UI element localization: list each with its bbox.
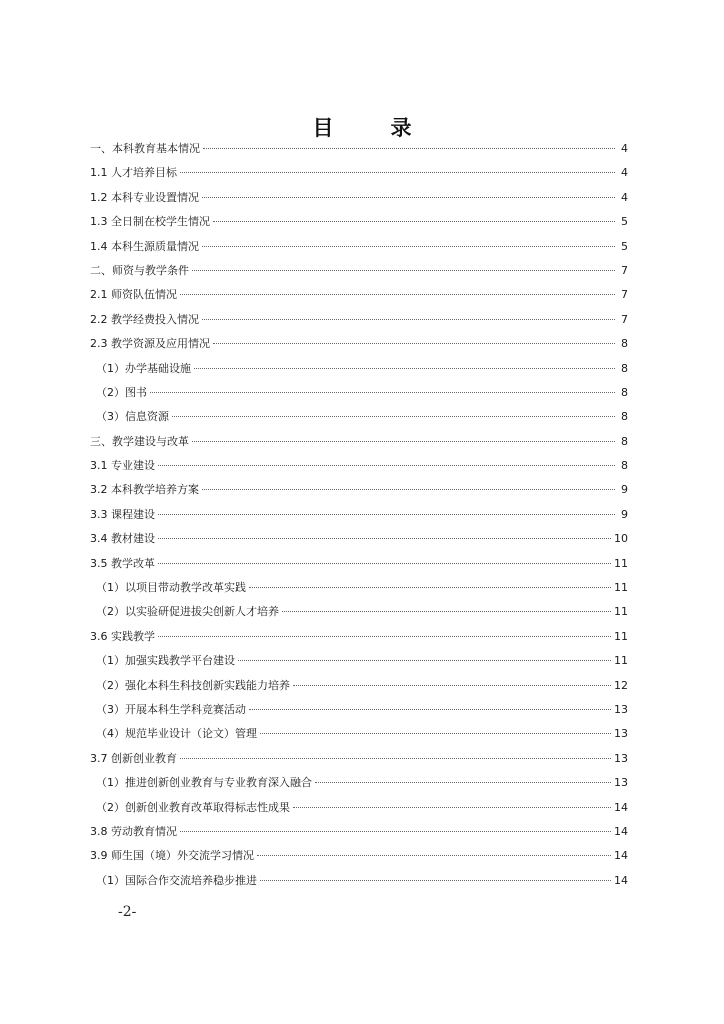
toc-leader-dots bbox=[180, 294, 615, 295]
toc-entry-page: 14 bbox=[614, 800, 628, 814]
toc-entry[interactable] bbox=[90, 332, 628, 356]
toc-entry-page: 9 bbox=[621, 483, 628, 497]
toc-entry-label: 1.3 全日制在校学生情况 bbox=[90, 215, 210, 229]
toc-leader-dots bbox=[180, 831, 611, 832]
toc-entry-page: 8 bbox=[621, 459, 628, 473]
toc-entry[interactable] bbox=[90, 796, 628, 820]
toc-entry-page: 4 bbox=[621, 190, 628, 204]
toc-entry-label: 3.9 师生国（境）外交流学习情况 bbox=[90, 849, 254, 863]
toc-entry[interactable] bbox=[90, 600, 628, 624]
toc-leader-dots bbox=[158, 465, 615, 466]
toc-entry[interactable] bbox=[90, 771, 628, 795]
table-of-contents bbox=[90, 137, 628, 893]
toc-leader-dots bbox=[213, 343, 615, 344]
toc-entry-page: 4 bbox=[621, 166, 628, 180]
toc-entry-label: 2.3 教学资源及应用情况 bbox=[90, 337, 210, 351]
toc-entry[interactable] bbox=[90, 161, 628, 185]
toc-entry[interactable] bbox=[90, 869, 628, 893]
toc-leader-dots bbox=[202, 489, 615, 490]
toc-entry-page: 5 bbox=[621, 239, 628, 253]
toc-leader-dots bbox=[293, 685, 611, 686]
toc-entry-page: 12 bbox=[614, 678, 628, 692]
toc-entry[interactable] bbox=[90, 186, 628, 210]
toc-entry[interactable] bbox=[90, 698, 628, 722]
toc-entry[interactable] bbox=[90, 405, 628, 429]
toc-leader-dots bbox=[315, 782, 611, 783]
toc-entry[interactable] bbox=[90, 259, 628, 283]
toc-entry-label: 三、教学建设与改革 bbox=[90, 434, 189, 448]
toc-entry-label: （3）信息资源 bbox=[96, 410, 169, 424]
toc-entry-label: （2）图书 bbox=[96, 385, 147, 399]
toc-entry-label: 1.1 人才培养目标 bbox=[90, 166, 177, 180]
toc-entry-page: 14 bbox=[614, 849, 628, 863]
toc-entry[interactable] bbox=[90, 625, 628, 649]
toc-entry[interactable] bbox=[90, 503, 628, 527]
toc-leader-dots bbox=[192, 441, 615, 442]
toc-leader-dots bbox=[158, 538, 611, 539]
toc-entry-page: 5 bbox=[621, 215, 628, 229]
toc-entry[interactable] bbox=[90, 137, 628, 161]
toc-entry-label: 3.4 教材建设 bbox=[90, 532, 155, 546]
toc-entry[interactable] bbox=[90, 283, 628, 307]
toc-entry-page: 14 bbox=[614, 824, 628, 838]
toc-leader-dots bbox=[150, 392, 615, 393]
toc-leader-dots bbox=[257, 855, 611, 856]
toc-entry-label: 1.4 本科生源质量情况 bbox=[90, 239, 199, 253]
toc-leader-dots bbox=[172, 416, 615, 417]
toc-leader-dots bbox=[180, 758, 611, 759]
toc-entry-page: 13 bbox=[614, 727, 628, 741]
toc-entry[interactable] bbox=[90, 674, 628, 698]
toc-entry[interactable] bbox=[90, 357, 628, 381]
toc-entry-label: （1）国际合作交流培养稳步推进 bbox=[96, 873, 257, 887]
toc-leader-dots bbox=[282, 611, 611, 612]
toc-entry[interactable] bbox=[90, 649, 628, 673]
toc-leader-dots bbox=[202, 319, 615, 320]
toc-entry-label: 3.2 本科教学培养方案 bbox=[90, 483, 199, 497]
toc-entry-label: 2.2 教学经费投入情况 bbox=[90, 312, 199, 326]
toc-entry[interactable] bbox=[90, 747, 628, 771]
toc-entry[interactable] bbox=[90, 478, 628, 502]
toc-entry-page: 8 bbox=[621, 434, 628, 448]
toc-entry-page: 11 bbox=[614, 654, 628, 668]
toc-entry-page: 13 bbox=[614, 751, 628, 765]
toc-leader-dots bbox=[238, 660, 611, 661]
toc-leader-dots bbox=[194, 368, 615, 369]
page-number: -2- bbox=[118, 904, 137, 920]
toc-entry-label: 3.8 劳动教育情况 bbox=[90, 824, 177, 838]
toc-entry-page: 11 bbox=[614, 629, 628, 643]
toc-entry-label: 2.1 师资队伍情况 bbox=[90, 288, 177, 302]
toc-leader-dots bbox=[202, 197, 615, 198]
toc-entry-page: 7 bbox=[621, 263, 628, 277]
toc-entry-page: 13 bbox=[614, 702, 628, 716]
toc-entry-page: 7 bbox=[621, 312, 628, 326]
toc-entry-page: 10 bbox=[614, 532, 628, 546]
toc-entry[interactable] bbox=[90, 210, 628, 234]
toc-entry-page: 4 bbox=[621, 142, 628, 155]
toc-leader-dots bbox=[260, 880, 611, 881]
toc-entry-label: （2）创新创业教育改革取得标志性成果 bbox=[96, 800, 290, 814]
toc-leader-dots bbox=[158, 563, 611, 564]
toc-leader-dots bbox=[293, 807, 611, 808]
toc-leader-dots bbox=[249, 709, 611, 710]
toc-entry-page: 14 bbox=[614, 873, 628, 887]
toc-entry-page: 13 bbox=[614, 776, 628, 790]
toc-entry-label: 3.1 专业建设 bbox=[90, 459, 155, 473]
toc-entry-page: 9 bbox=[621, 507, 628, 521]
toc-leader-dots bbox=[249, 587, 611, 588]
toc-entry[interactable] bbox=[90, 722, 628, 746]
toc-entry-page: 8 bbox=[621, 385, 628, 399]
toc-entry-page: 11 bbox=[614, 556, 628, 570]
toc-entry-page: 8 bbox=[621, 337, 628, 351]
toc-leader-dots bbox=[158, 636, 611, 637]
toc-entry[interactable] bbox=[90, 527, 628, 551]
toc-entry[interactable] bbox=[90, 430, 628, 454]
toc-entry-page: 11 bbox=[614, 581, 628, 595]
toc-entry-label: （2）以实验研促进拔尖创新人才培养 bbox=[96, 605, 279, 619]
toc-entry[interactable] bbox=[90, 454, 628, 478]
toc-entry-label: 3.3 课程建设 bbox=[90, 507, 155, 521]
toc-entry-page: 8 bbox=[621, 410, 628, 424]
page-title: 目 录 bbox=[312, 116, 430, 140]
toc-entry-label: 一、本科教育基本情况 bbox=[90, 142, 200, 155]
toc-leader-dots bbox=[158, 514, 615, 515]
toc-leader-dots bbox=[260, 733, 611, 734]
toc-entry-page: 11 bbox=[614, 605, 628, 619]
toc-entry[interactable] bbox=[90, 576, 628, 600]
toc-entry-label: （4）规范毕业设计（论文）管理 bbox=[96, 727, 257, 741]
toc-entry-label: （2）强化本科生科技创新实践能力培养 bbox=[96, 678, 290, 692]
toc-entry-page: 8 bbox=[621, 361, 628, 375]
toc-entry[interactable] bbox=[90, 820, 628, 844]
toc-entry[interactable] bbox=[90, 844, 628, 868]
toc-entry-label: （1）加强实践教学平台建设 bbox=[96, 654, 235, 668]
toc-leader-dots bbox=[213, 221, 615, 222]
toc-entry[interactable] bbox=[90, 552, 628, 576]
toc-entry-page: 7 bbox=[621, 288, 628, 302]
toc-entry-label: （3）开展本科生学科竞赛活动 bbox=[96, 702, 246, 716]
toc-entry-label: 3.7 创新创业教育 bbox=[90, 751, 177, 765]
toc-entry-label: （1）以项目带动教学改革实践 bbox=[96, 581, 246, 595]
toc-entry[interactable] bbox=[90, 381, 628, 405]
toc-entry-label: 3.6 实践教学 bbox=[90, 629, 155, 643]
toc-entry-label: 3.5 教学改革 bbox=[90, 556, 155, 570]
toc-entry-label: （1）办学基础设施 bbox=[96, 361, 191, 375]
toc-entry-label: 二、师资与教学条件 bbox=[90, 263, 189, 277]
toc-entry[interactable] bbox=[90, 308, 628, 332]
toc-leader-dots bbox=[202, 246, 615, 247]
toc-leader-dots bbox=[180, 172, 615, 173]
toc-entry[interactable] bbox=[90, 235, 628, 259]
toc-entry-label: （1）推进创新创业教育与专业教育深入融合 bbox=[96, 776, 312, 790]
toc-entry-label: 1.2 本科专业设置情况 bbox=[90, 190, 199, 204]
toc-leader-dots bbox=[192, 270, 615, 271]
toc-leader-dots bbox=[203, 148, 615, 149]
